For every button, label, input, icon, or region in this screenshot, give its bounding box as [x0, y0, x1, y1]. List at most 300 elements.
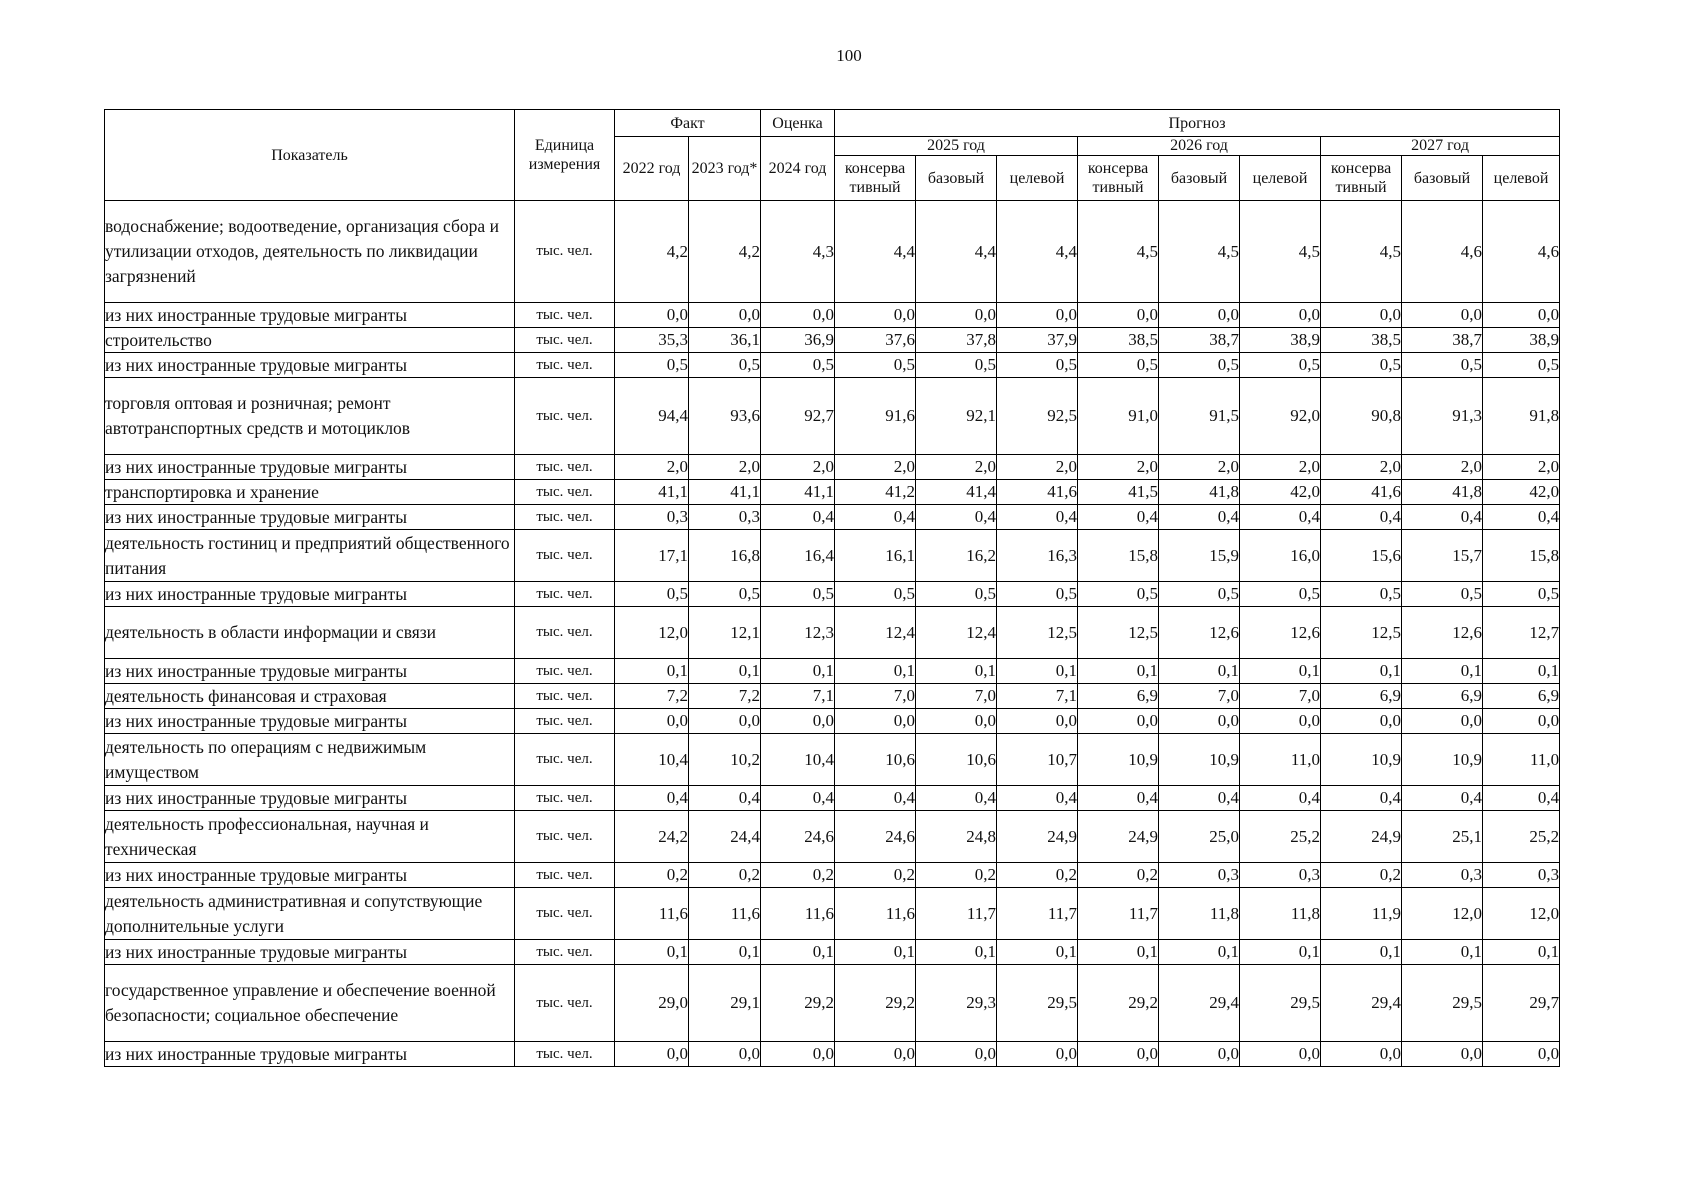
table-row — [105, 303, 1560, 328]
value-cell: 0,1 — [615, 659, 689, 684]
row-unit: тыс. чел. — [515, 1042, 615, 1067]
value-cell: 29,5 — [997, 965, 1078, 1042]
value-cell: 0,5 — [997, 582, 1078, 607]
value-cell: 91,0 — [1078, 378, 1159, 455]
table-row — [105, 965, 1560, 1042]
value-cell: 12,0 — [615, 607, 689, 659]
value-cell: 0,0 — [761, 1042, 835, 1067]
value-cell: 0,1 — [916, 940, 997, 965]
value-cell: 25,2 — [1240, 811, 1321, 863]
value-cell: 2,0 — [1078, 455, 1159, 480]
value-cell: 0,4 — [1078, 786, 1159, 811]
value-cell: 0,1 — [1321, 940, 1402, 965]
value-cell: 11,6 — [689, 888, 761, 940]
value-cell: 0,5 — [1078, 582, 1159, 607]
value-cell: 0,5 — [615, 582, 689, 607]
value-cell: 10,9 — [1078, 734, 1159, 786]
value-cell: 2,0 — [997, 455, 1078, 480]
value-cell: 41,1 — [689, 480, 761, 505]
value-cell: 0,3 — [1240, 863, 1321, 888]
value-cell: 7,2 — [615, 684, 689, 709]
value-cell: 29,5 — [1402, 965, 1483, 1042]
table-row — [105, 863, 1560, 888]
row-label: из них иностранные трудовые мигранты — [105, 303, 515, 328]
row-label: из них иностранные трудовые мигранты — [105, 455, 515, 480]
row-label: из них иностранные трудовые мигранты — [105, 709, 515, 734]
value-cell: 0,1 — [1159, 659, 1240, 684]
value-cell: 16,0 — [1240, 530, 1321, 582]
value-cell: 11,8 — [1240, 888, 1321, 940]
table-row — [105, 888, 1560, 940]
value-cell: 0,1 — [1078, 659, 1159, 684]
value-cell: 0,4 — [615, 786, 689, 811]
value-cell: 0,0 — [1078, 709, 1159, 734]
value-cell: 0,4 — [761, 786, 835, 811]
row-unit: тыс. чел. — [515, 888, 615, 940]
value-cell: 24,9 — [1078, 811, 1159, 863]
value-cell: 0,0 — [1078, 1042, 1159, 1067]
value-cell: 92,5 — [997, 378, 1078, 455]
header-2027-target: целевой — [1483, 156, 1560, 201]
value-cell: 11,6 — [761, 888, 835, 940]
value-cell: 11,6 — [835, 888, 916, 940]
table-row — [105, 530, 1560, 582]
value-cell: 25,0 — [1159, 811, 1240, 863]
header-2026-base: базовый — [1159, 156, 1240, 201]
row-label: торговля оптовая и розничная; ремонт автотранспортных средств и мотоциклов — [105, 378, 515, 455]
value-cell: 0,1 — [761, 940, 835, 965]
value-cell: 15,6 — [1321, 530, 1402, 582]
value-cell: 0,1 — [761, 659, 835, 684]
value-cell: 4,5 — [1078, 201, 1159, 303]
value-cell: 0,0 — [916, 1042, 997, 1067]
value-cell: 16,2 — [916, 530, 997, 582]
row-label: из них иностранные трудовые мигранты — [105, 863, 515, 888]
value-cell: 7,0 — [1240, 684, 1321, 709]
value-cell: 25,2 — [1483, 811, 1560, 863]
header-2025-base: базовый — [916, 156, 997, 201]
value-cell: 0,5 — [1159, 582, 1240, 607]
value-cell: 2,0 — [1159, 455, 1240, 480]
value-cell: 0,1 — [835, 659, 916, 684]
value-cell: 36,9 — [761, 328, 835, 353]
value-cell: 0,0 — [761, 709, 835, 734]
value-cell: 0,5 — [1402, 353, 1483, 378]
value-cell: 41,8 — [1159, 480, 1240, 505]
value-cell: 24,9 — [1321, 811, 1402, 863]
value-cell: 2,0 — [835, 455, 916, 480]
value-cell: 12,6 — [1402, 607, 1483, 659]
value-cell: 0,4 — [997, 786, 1078, 811]
value-cell: 0,4 — [1321, 786, 1402, 811]
value-cell: 0,5 — [689, 353, 761, 378]
table-row — [105, 1042, 1560, 1067]
row-unit: тыс. чел. — [515, 684, 615, 709]
value-cell: 7,0 — [1159, 684, 1240, 709]
value-cell: 0,4 — [1483, 786, 1560, 811]
table-row — [105, 353, 1560, 378]
table-row — [105, 786, 1560, 811]
value-cell: 12,7 — [1483, 607, 1560, 659]
value-cell: 0,1 — [997, 940, 1078, 965]
value-cell: 4,4 — [835, 201, 916, 303]
value-cell: 0,4 — [1321, 505, 1402, 530]
value-cell: 2,0 — [1402, 455, 1483, 480]
value-cell: 29,1 — [689, 965, 761, 1042]
value-cell: 92,7 — [761, 378, 835, 455]
header-forecast: Прогноз — [835, 110, 1560, 137]
value-cell: 7,0 — [916, 684, 997, 709]
table-row — [105, 582, 1560, 607]
value-cell: 38,9 — [1483, 328, 1560, 353]
value-cell: 0,2 — [997, 863, 1078, 888]
value-cell: 92,0 — [1240, 378, 1321, 455]
value-cell: 4,5 — [1159, 201, 1240, 303]
value-cell: 7,2 — [689, 684, 761, 709]
value-cell: 0,2 — [1078, 863, 1159, 888]
value-cell: 41,1 — [615, 480, 689, 505]
value-cell: 24,9 — [997, 811, 1078, 863]
value-cell: 0,1 — [1159, 940, 1240, 965]
value-cell: 29,4 — [1321, 965, 1402, 1042]
value-cell: 16,1 — [835, 530, 916, 582]
value-cell: 4,3 — [761, 201, 835, 303]
value-cell: 90,8 — [1321, 378, 1402, 455]
value-cell: 0,0 — [1078, 303, 1159, 328]
table-row — [105, 940, 1560, 965]
value-cell: 12,1 — [689, 607, 761, 659]
value-cell: 0,1 — [997, 659, 1078, 684]
value-cell: 0,0 — [689, 709, 761, 734]
value-cell: 11,7 — [916, 888, 997, 940]
header-estimate: Оценка — [761, 110, 835, 137]
value-cell: 29,5 — [1240, 965, 1321, 1042]
table-row — [105, 607, 1560, 659]
value-cell: 15,8 — [1078, 530, 1159, 582]
value-cell: 10,9 — [1159, 734, 1240, 786]
value-cell: 4,6 — [1402, 201, 1483, 303]
table-row — [105, 734, 1560, 786]
value-cell: 0,5 — [916, 582, 997, 607]
value-cell: 12,5 — [997, 607, 1078, 659]
value-cell: 37,6 — [835, 328, 916, 353]
row-unit: тыс. чел. — [515, 863, 615, 888]
header-year-2022: 2022 год — [615, 137, 689, 201]
table-row — [105, 201, 1560, 303]
value-cell: 15,7 — [1402, 530, 1483, 582]
value-cell: 0,0 — [1159, 709, 1240, 734]
row-unit: тыс. чел. — [515, 607, 615, 659]
row-label: из них иностранные трудовые мигранты — [105, 786, 515, 811]
value-cell: 4,4 — [997, 201, 1078, 303]
value-cell: 11,0 — [1483, 734, 1560, 786]
value-cell: 0,0 — [916, 303, 997, 328]
row-unit: тыс. чел. — [515, 734, 615, 786]
value-cell: 0,3 — [1159, 863, 1240, 888]
value-cell: 24,8 — [916, 811, 997, 863]
value-cell: 10,6 — [916, 734, 997, 786]
value-cell: 0,4 — [1078, 505, 1159, 530]
value-cell: 0,2 — [615, 863, 689, 888]
value-cell: 37,9 — [997, 328, 1078, 353]
row-unit: тыс. чел. — [515, 811, 615, 863]
header-2025-conservative: консерва тивный — [835, 156, 916, 201]
value-cell: 0,0 — [1240, 709, 1321, 734]
row-label: водоснабжение; водоотведение, организация сбора и утилизации отходов, деятельность по ликвидации загрязнений — [105, 201, 515, 303]
value-cell: 12,4 — [835, 607, 916, 659]
value-cell: 93,6 — [689, 378, 761, 455]
value-cell: 0,4 — [997, 505, 1078, 530]
value-cell: 0,0 — [997, 1042, 1078, 1067]
value-cell: 0,1 — [1321, 659, 1402, 684]
value-cell: 16,3 — [997, 530, 1078, 582]
value-cell: 41,6 — [997, 480, 1078, 505]
value-cell: 0,5 — [997, 353, 1078, 378]
value-cell: 35,3 — [615, 328, 689, 353]
value-cell: 38,5 — [1078, 328, 1159, 353]
value-cell: 0,0 — [1483, 303, 1560, 328]
table-row — [105, 328, 1560, 353]
row-unit: тыс. чел. — [515, 530, 615, 582]
value-cell: 6,9 — [1483, 684, 1560, 709]
value-cell: 11,6 — [615, 888, 689, 940]
row-unit: тыс. чел. — [515, 201, 615, 303]
value-cell: 0,5 — [689, 582, 761, 607]
table-row — [105, 455, 1560, 480]
value-cell: 0,3 — [615, 505, 689, 530]
value-cell: 0,0 — [1483, 1042, 1560, 1067]
value-cell: 0,5 — [1483, 582, 1560, 607]
value-cell: 42,0 — [1240, 480, 1321, 505]
row-unit: тыс. чел. — [515, 480, 615, 505]
value-cell: 0,3 — [1402, 863, 1483, 888]
row-label: из них иностранные трудовые мигранты — [105, 940, 515, 965]
value-cell: 41,4 — [916, 480, 997, 505]
value-cell: 15,9 — [1159, 530, 1240, 582]
value-cell: 4,6 — [1483, 201, 1560, 303]
row-unit: тыс. чел. — [515, 303, 615, 328]
value-cell: 2,0 — [615, 455, 689, 480]
table-row — [105, 505, 1560, 530]
value-cell: 4,4 — [916, 201, 997, 303]
value-cell: 0,0 — [1402, 709, 1483, 734]
value-cell: 0,1 — [615, 940, 689, 965]
row-label: из них иностранные трудовые мигранты — [105, 353, 515, 378]
value-cell: 7,1 — [761, 684, 835, 709]
value-cell: 4,5 — [1321, 201, 1402, 303]
value-cell: 0,0 — [1402, 303, 1483, 328]
row-label: из них иностранные трудовые мигранты — [105, 659, 515, 684]
value-cell: 38,7 — [1402, 328, 1483, 353]
value-cell: 0,2 — [689, 863, 761, 888]
value-cell: 0,4 — [1240, 505, 1321, 530]
value-cell: 17,1 — [615, 530, 689, 582]
value-cell: 0,0 — [835, 709, 916, 734]
row-unit: тыс. чел. — [515, 505, 615, 530]
table-row — [105, 659, 1560, 684]
value-cell: 2,0 — [689, 455, 761, 480]
value-cell: 0,1 — [1402, 940, 1483, 965]
value-cell: 0,0 — [916, 709, 997, 734]
page-number: 100 — [836, 46, 862, 65]
value-cell: 2,0 — [1321, 455, 1402, 480]
value-cell: 0,0 — [997, 303, 1078, 328]
value-cell: 0,1 — [689, 659, 761, 684]
value-cell: 92,1 — [916, 378, 997, 455]
row-unit: тыс. чел. — [515, 378, 615, 455]
row-label: деятельность по операциям с недвижимым имуществом — [105, 734, 515, 786]
row-unit: тыс. чел. — [515, 328, 615, 353]
value-cell: 0,5 — [1240, 582, 1321, 607]
forecast-table — [104, 109, 1560, 1067]
value-cell: 7,0 — [835, 684, 916, 709]
value-cell: 29,2 — [761, 965, 835, 1042]
value-cell: 0,3 — [1483, 863, 1560, 888]
table-body — [105, 201, 1560, 1067]
value-cell: 12,6 — [1159, 607, 1240, 659]
value-cell: 0,5 — [1321, 582, 1402, 607]
value-cell: 11,0 — [1240, 734, 1321, 786]
value-cell: 0,2 — [916, 863, 997, 888]
value-cell: 0,1 — [1402, 659, 1483, 684]
value-cell: 0,5 — [1402, 582, 1483, 607]
value-cell: 24,2 — [615, 811, 689, 863]
value-cell: 10,4 — [761, 734, 835, 786]
header-2026-conservative: консерва тивный — [1078, 156, 1159, 201]
header-2027-base: базовый — [1402, 156, 1483, 201]
value-cell: 24,4 — [689, 811, 761, 863]
value-cell: 0,0 — [1483, 709, 1560, 734]
value-cell: 12,5 — [1321, 607, 1402, 659]
value-cell: 0,5 — [1159, 353, 1240, 378]
value-cell: 16,8 — [689, 530, 761, 582]
value-cell: 0,5 — [761, 582, 835, 607]
value-cell: 6,9 — [1078, 684, 1159, 709]
value-cell: 0,4 — [1402, 505, 1483, 530]
value-cell: 11,9 — [1321, 888, 1402, 940]
row-unit: тыс. чел. — [515, 940, 615, 965]
value-cell: 25,1 — [1402, 811, 1483, 863]
value-cell: 41,2 — [835, 480, 916, 505]
value-cell: 37,8 — [916, 328, 997, 353]
value-cell: 29,4 — [1159, 965, 1240, 1042]
header-2027-conservative: консерва тивный — [1321, 156, 1402, 201]
value-cell: 2,0 — [916, 455, 997, 480]
row-label: из них иностранные трудовые мигранты — [105, 582, 515, 607]
value-cell: 0,2 — [761, 863, 835, 888]
value-cell: 6,9 — [1402, 684, 1483, 709]
value-cell: 0,2 — [835, 863, 916, 888]
value-cell: 24,6 — [835, 811, 916, 863]
value-cell: 0,4 — [1240, 786, 1321, 811]
value-cell: 0,4 — [916, 786, 997, 811]
value-cell: 0,1 — [835, 940, 916, 965]
value-cell: 29,2 — [835, 965, 916, 1042]
value-cell: 29,2 — [1078, 965, 1159, 1042]
value-cell: 0,4 — [1483, 505, 1560, 530]
value-cell: 38,9 — [1240, 328, 1321, 353]
value-cell: 0,0 — [615, 1042, 689, 1067]
row-label: деятельность финансовая и страховая — [105, 684, 515, 709]
row-unit: тыс. чел. — [515, 353, 615, 378]
value-cell: 2,0 — [1240, 455, 1321, 480]
value-cell: 0,0 — [615, 709, 689, 734]
value-cell: 0,4 — [835, 505, 916, 530]
value-cell: 4,5 — [1240, 201, 1321, 303]
value-cell: 10,9 — [1321, 734, 1402, 786]
table-row — [105, 709, 1560, 734]
value-cell: 12,0 — [1402, 888, 1483, 940]
value-cell: 11,8 — [1159, 888, 1240, 940]
value-cell: 0,5 — [1483, 353, 1560, 378]
value-cell: 0,0 — [1321, 303, 1402, 328]
value-cell: 41,5 — [1078, 480, 1159, 505]
value-cell: 29,3 — [916, 965, 997, 1042]
value-cell: 0,5 — [835, 582, 916, 607]
value-cell: 29,7 — [1483, 965, 1560, 1042]
value-cell: 0,5 — [615, 353, 689, 378]
header-fact: Факт — [615, 110, 761, 137]
value-cell: 91,5 — [1159, 378, 1240, 455]
value-cell: 0,1 — [1483, 940, 1560, 965]
row-unit: тыс. чел. — [515, 455, 615, 480]
value-cell: 0,0 — [1159, 303, 1240, 328]
row-unit: тыс. чел. — [515, 786, 615, 811]
value-cell: 0,0 — [835, 1042, 916, 1067]
value-cell: 0,4 — [1159, 786, 1240, 811]
value-cell: 0,0 — [1402, 1042, 1483, 1067]
value-cell: 41,1 — [761, 480, 835, 505]
value-cell: 0,3 — [689, 505, 761, 530]
value-cell: 41,8 — [1402, 480, 1483, 505]
value-cell: 0,4 — [1159, 505, 1240, 530]
row-label: государственное управление и обеспечение военной безопасности; социальное обеспечение — [105, 965, 515, 1042]
value-cell: 0,5 — [916, 353, 997, 378]
header-2025-target: целевой — [997, 156, 1078, 201]
value-cell: 0,0 — [1159, 1042, 1240, 1067]
table-row — [105, 378, 1560, 455]
value-cell: 0,4 — [1402, 786, 1483, 811]
header-indicator: Показатель — [105, 110, 515, 201]
row-label: из них иностранные трудовые мигранты — [105, 1042, 515, 1067]
value-cell: 36,1 — [689, 328, 761, 353]
value-cell: 0,5 — [835, 353, 916, 378]
value-cell: 0,4 — [761, 505, 835, 530]
value-cell: 29,0 — [615, 965, 689, 1042]
value-cell: 24,6 — [761, 811, 835, 863]
value-cell: 0,5 — [761, 353, 835, 378]
value-cell: 10,9 — [1402, 734, 1483, 786]
value-cell: 0,5 — [1321, 353, 1402, 378]
value-cell: 6,9 — [1321, 684, 1402, 709]
value-cell: 0,1 — [689, 940, 761, 965]
table-row — [105, 480, 1560, 505]
row-label: деятельность гостиниц и предприятий общественного питания — [105, 530, 515, 582]
value-cell: 0,5 — [1078, 353, 1159, 378]
value-cell: 0,5 — [1240, 353, 1321, 378]
value-cell: 12,4 — [916, 607, 997, 659]
value-cell: 15,8 — [1483, 530, 1560, 582]
row-label: из них иностранные трудовые мигранты — [105, 505, 515, 530]
header-year-2024: 2024 год — [761, 137, 835, 201]
value-cell: 0,0 — [1321, 709, 1402, 734]
row-unit: тыс. чел. — [515, 965, 615, 1042]
value-cell: 10,6 — [835, 734, 916, 786]
table-row — [105, 811, 1560, 863]
value-cell: 94,4 — [615, 378, 689, 455]
value-cell: 38,5 — [1321, 328, 1402, 353]
value-cell: 0,1 — [1240, 940, 1321, 965]
